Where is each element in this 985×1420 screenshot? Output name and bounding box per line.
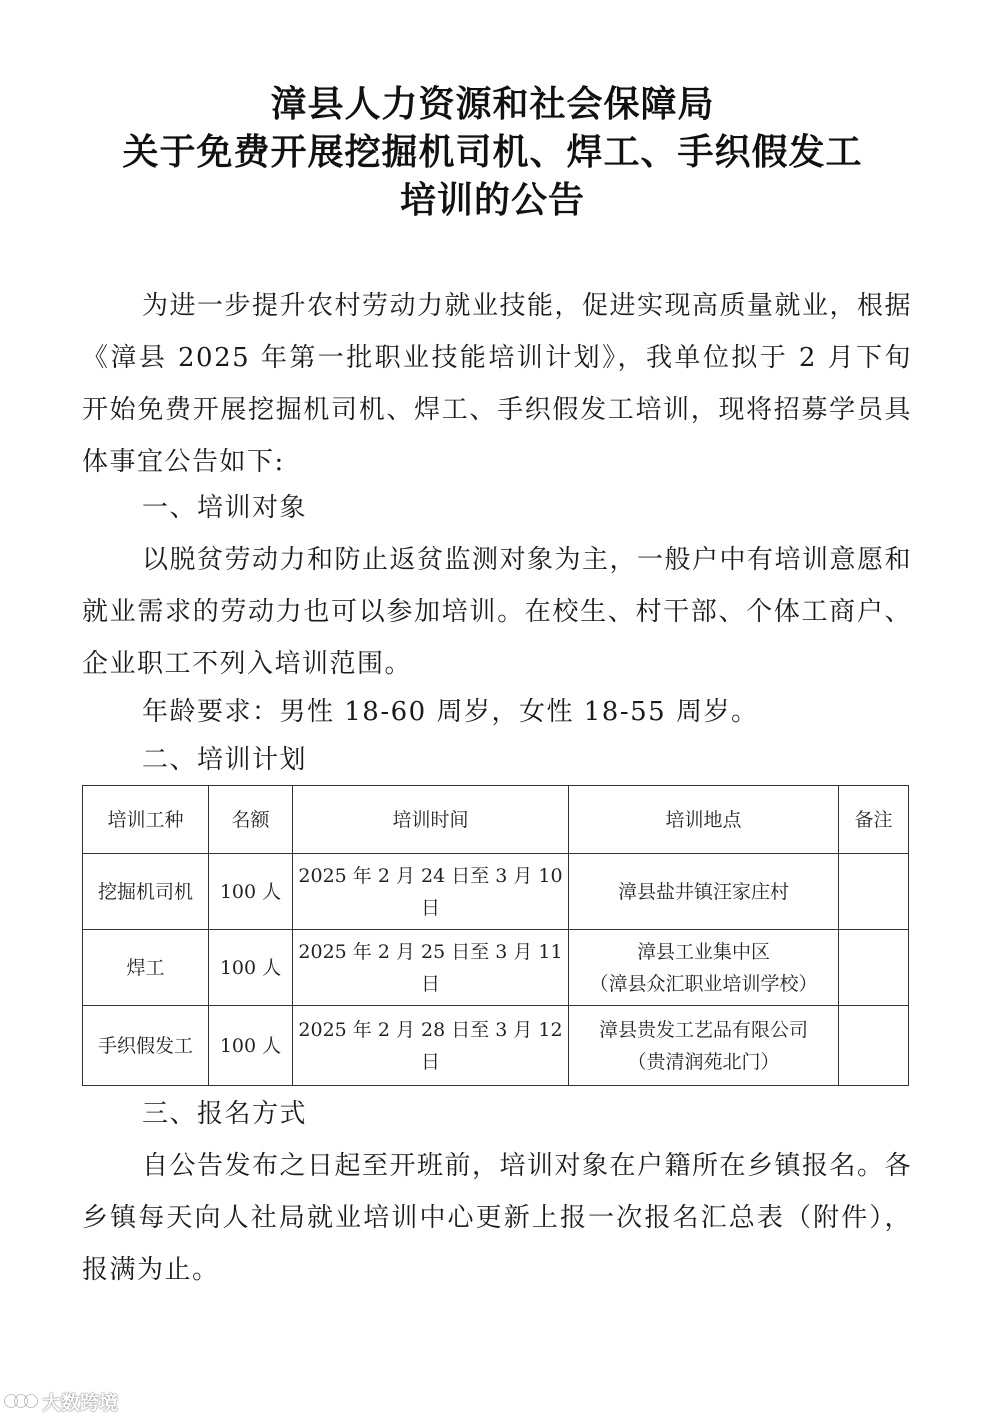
watermark-text: 大数跨境	[42, 1391, 119, 1414]
training-plan-table	[82, 785, 909, 1086]
cell-note	[839, 1006, 909, 1086]
intro-paragraph: 为进一步提升农村劳动力就业技能，促进实现高质量就业，根据《漳县 2025 年第一批职业技能培训计划》，我单位拟于 2 月下旬开始免费开展挖掘机司机、焊工、手织假发工培训，现将招募学员具体事宜公告如下:	[82, 291, 913, 477]
cell-place	[569, 854, 839, 930]
cell-place	[569, 930, 839, 1006]
cell-time: 2025 年 2 月 24 日至 3 月 10 日	[293, 854, 569, 930]
table-row	[83, 1006, 909, 1086]
place-line-1: 漳县贵发工艺品有限公司	[598, 1018, 808, 1041]
section3-heading: 三、报名方式	[142, 1099, 308, 1129]
section1-heading: 一、培训对象	[142, 493, 308, 523]
cell-note	[839, 854, 909, 930]
section1-paragraph: 以脱贫劳动力和防止返贫监测对象为主，一般户中有培训意愿和就业需求的劳动力也可以参加培训。在校生、村干部、个体工商户、企业职工不列入培训范围。	[82, 545, 913, 679]
place-line-1: 漳县盐井镇汪家庄村	[617, 880, 789, 903]
header-cell: 名额	[209, 786, 293, 854]
watermark	[4, 1388, 118, 1414]
cell-quota: 100 人	[209, 930, 293, 1006]
cell-note	[839, 930, 909, 1006]
section3-paragraph: 自公告发布之日起至开班前，培训对象在户籍所在乡镇报名。各乡镇每天向人社局就业培训中心更新上报一次报名汇总表（附件），报满为止。	[82, 1151, 913, 1285]
cell-type: 手织假发工	[83, 1006, 209, 1086]
title-line-3: 培训的公告	[399, 180, 585, 221]
cell-place	[569, 1006, 839, 1086]
table-header-row	[83, 786, 909, 854]
title-line-2: 关于免费开展挖掘机司机、焊工、手织假发工	[122, 132, 863, 173]
header-cell: 备注	[839, 786, 909, 854]
table-row	[83, 854, 909, 930]
header-cell: 培训时间	[293, 786, 569, 854]
place-line-2: （贵清润苑北门）	[627, 1050, 780, 1073]
section2-heading: 二、培训计划	[142, 745, 308, 775]
place-line-1: 漳县工业集中区	[636, 940, 770, 963]
header-cell: 培训工种	[83, 786, 209, 854]
cell-quota: 100 人	[209, 854, 293, 930]
cell-type: 挖掘机司机	[83, 854, 209, 930]
header-cell: 培训地点	[569, 786, 839, 854]
cell-quota: 100 人	[209, 1006, 293, 1086]
title-line-1: 漳县人力资源和社会保障局	[270, 84, 715, 125]
cell-time: 2025 年 2 月 25 日至 3 月 11 日	[293, 930, 569, 1006]
place-line-2: （漳县众汇职业培训学校）	[589, 972, 818, 995]
cell-type: 焊工	[83, 930, 209, 1006]
table-row	[83, 930, 909, 1006]
age-requirement: 年龄要求：男性 18-60 周岁，女性 18-55 周岁。	[142, 697, 759, 727]
dashuju-logo-icon	[4, 1391, 38, 1411]
cell-time: 2025 年 2 月 28 日至 3 月 12 日	[293, 1006, 569, 1086]
